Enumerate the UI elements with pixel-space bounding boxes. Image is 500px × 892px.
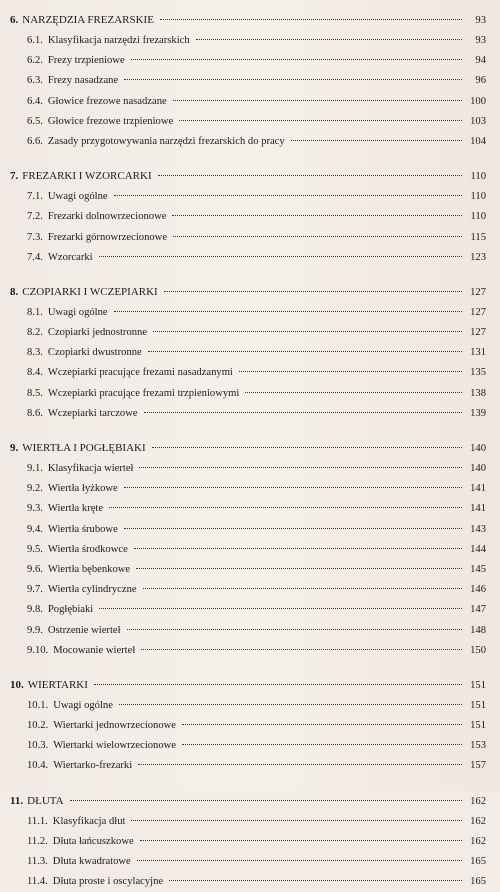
dot-leader — [138, 764, 462, 765]
dot-leader — [291, 140, 462, 141]
entry-number: 8.6. — [27, 407, 43, 419]
chapter-page-number: 93 — [475, 15, 486, 26]
entry-title: Wiertła cylindryczne — [47, 584, 137, 596]
entry-title: Wzorcarki — [47, 251, 93, 263]
entry-number: 9.5. — [27, 543, 43, 555]
toc-entry — [10, 207, 486, 227]
dot-leader — [152, 447, 462, 448]
entry-page-number: 135 — [470, 367, 486, 379]
entry-page-number: 103 — [470, 115, 486, 127]
chapter-heading — [10, 437, 486, 459]
entry-page-number: 131 — [470, 347, 486, 359]
toc-entry — [10, 323, 486, 343]
entry-page-number: 165 — [470, 856, 486, 867]
dot-leader — [245, 392, 462, 393]
entry-title: Wczepiarki pracujące frezami nasadzanymi — [47, 367, 233, 379]
toc-chapter-11 — [10, 790, 486, 892]
entry-number: 10.4. — [27, 760, 49, 772]
entry-page-number: 93 — [475, 35, 486, 46]
chapter-number: 9. — [10, 442, 19, 454]
toc-entry — [10, 112, 486, 132]
chapter-number: 10. — [10, 678, 24, 691]
chapter-number: 11. — [10, 794, 24, 807]
entry-number: 7.2. — [27, 211, 43, 223]
dot-leader — [182, 744, 462, 745]
toc-entry — [10, 187, 486, 207]
dot-leader — [148, 351, 462, 352]
entry-title: Dłuta kwadratowe — [52, 856, 131, 867]
entry-page-number: 153 — [470, 740, 486, 752]
entry-page-number: 151 — [470, 720, 486, 732]
chapter-heading — [10, 674, 486, 696]
entry-page-number: 157 — [470, 760, 486, 772]
entry-page-number: 123 — [470, 251, 486, 263]
chapter-page-number: 127 — [470, 286, 486, 298]
entry-number: 10.1. — [27, 699, 49, 711]
entry-title: Frezarki górnowrzecionowe — [47, 231, 168, 243]
dot-leader — [127, 629, 462, 630]
entry-title: Frezy nasadzane — [47, 75, 119, 87]
entry-number: 9.10. — [27, 644, 49, 656]
dot-leader — [160, 19, 462, 20]
toc-entry — [10, 92, 486, 112]
entry-number: 7.4. — [27, 251, 43, 263]
entry-page-number: 162 — [470, 835, 486, 847]
entry-number: 8.4. — [27, 367, 43, 379]
dot-leader — [131, 59, 462, 60]
entry-number: 6.6. — [27, 135, 43, 147]
entry-title: Uwagi ogólne — [47, 191, 108, 203]
chapter-heading — [10, 281, 486, 303]
dot-leader — [139, 467, 462, 468]
entry-title: Wczepiarki tarczowe — [47, 407, 138, 419]
entry-title: Głowice frezowe nasadzane — [47, 95, 167, 107]
entry-number: 6.2. — [27, 55, 43, 67]
entry-page-number: 115 — [470, 231, 486, 243]
dot-leader — [173, 100, 462, 101]
dot-leader — [119, 704, 462, 705]
chapter-page-number: 162 — [470, 795, 486, 807]
dot-leader — [164, 291, 462, 292]
entry-page-number: 148 — [470, 624, 486, 636]
dot-leader — [141, 649, 462, 650]
entry-number: 11.4. — [27, 876, 48, 888]
entry-page-number: 110 — [470, 211, 486, 223]
dot-leader — [114, 195, 462, 196]
entry-page-number: 141 — [470, 483, 486, 495]
toc-chapter-7 — [10, 165, 486, 268]
dot-leader — [182, 724, 462, 725]
entry-number: 11.2. — [27, 835, 48, 847]
dot-leader — [124, 528, 462, 529]
entry-page-number: 100 — [470, 95, 486, 107]
dot-leader — [143, 588, 462, 589]
entry-number: 11.3. — [27, 856, 48, 867]
entry-number: 10.3. — [27, 740, 49, 752]
toc-entry — [10, 716, 486, 736]
entry-number: 10.2. — [27, 720, 49, 732]
toc-entry — [10, 71, 486, 91]
toc-entry — [10, 51, 486, 71]
chapter-number: 6. — [10, 14, 19, 26]
entry-number: 11.1. — [27, 815, 48, 827]
toc-entry — [10, 499, 486, 519]
entry-number: 8.1. — [27, 306, 43, 318]
dot-leader — [124, 79, 462, 80]
entry-title: Wiertła bębenkowe — [47, 563, 131, 575]
toc-chapter-10 — [10, 674, 486, 777]
toc-entry — [10, 580, 486, 600]
chapter-heading — [10, 790, 486, 812]
chapter-title: WIERTŁA I POGŁĘBIAKI — [22, 442, 146, 454]
entry-title: Dłuta łańcuszkowe — [52, 835, 134, 847]
entry-number: 8.3. — [27, 347, 43, 359]
toc-entry — [10, 600, 486, 620]
entry-page-number: 162 — [470, 815, 486, 827]
dot-leader — [124, 487, 462, 488]
entry-title: Wiertarko-frezarki — [53, 760, 133, 772]
toc-chapter-6 — [10, 9, 486, 152]
dot-leader — [169, 880, 462, 881]
entry-number: 9.1. — [27, 463, 43, 474]
dot-leader — [140, 840, 462, 841]
dot-leader — [137, 860, 462, 861]
entry-number: 9.8. — [27, 604, 43, 616]
entry-page-number: 150 — [470, 644, 486, 656]
entry-number: 9.7. — [27, 584, 43, 596]
dot-leader — [158, 175, 462, 176]
entry-number: 6.3. — [27, 75, 43, 87]
entry-page-number: 146 — [470, 584, 486, 596]
entry-page-number: 140 — [470, 463, 486, 474]
dot-leader — [173, 236, 462, 237]
entry-page-number: 145 — [470, 563, 486, 575]
dot-leader — [109, 507, 462, 508]
dot-leader — [239, 371, 462, 372]
entry-number: 9.6. — [27, 563, 43, 575]
chapter-page-number: 110 — [470, 171, 486, 183]
chapter-title: CZOPIARKI I WCZEPIARKI — [22, 285, 158, 298]
dot-leader — [131, 820, 462, 821]
entry-page-number: 141 — [470, 503, 486, 515]
toc-entry — [10, 479, 486, 499]
entry-title: Wiertła kręte — [47, 503, 104, 515]
toc-chapter-9 — [10, 437, 486, 661]
entry-page-number: 96 — [475, 75, 486, 87]
entry-title: Mocowanie wierteł — [53, 644, 136, 656]
entry-page-number: 144 — [470, 543, 486, 555]
entry-number: 6.5. — [27, 115, 43, 127]
entry-title: Ostrzenie wierteł — [47, 624, 121, 636]
entry-title: Głowice frezowe trzpieniowe — [47, 115, 174, 127]
toc-entry — [10, 832, 486, 852]
toc-entry — [10, 384, 486, 404]
entry-title: Dłuta proste i oscylacyjne — [52, 876, 164, 888]
dot-leader — [196, 39, 462, 40]
entry-title: Wiertła śrubowe — [47, 523, 118, 535]
toc-entry — [10, 641, 486, 661]
entry-page-number: 104 — [470, 135, 486, 147]
entry-number: 8.5. — [27, 387, 43, 399]
entry-title: Zasady przygotowywania narzędzi frezarskich do pracy — [47, 135, 285, 147]
toc-entry — [10, 132, 486, 152]
chapter-heading — [10, 165, 486, 187]
entry-title: Wiertarki wielowrzecionowe — [53, 740, 177, 752]
toc-entry — [10, 696, 486, 716]
entry-number: 9.3. — [27, 503, 43, 515]
entry-title: Wiertarki jednowrzecionowe — [53, 720, 177, 732]
dot-leader — [99, 256, 462, 257]
toc-entry — [10, 736, 486, 756]
chapter-title: DŁUTA — [27, 794, 64, 807]
toc-entry — [10, 621, 486, 641]
entry-title: Wczepiarki pracujące frezami trzpieniowymi — [47, 387, 240, 399]
dot-leader — [114, 311, 462, 312]
entry-number: 7.3. — [27, 231, 43, 243]
toc-entry — [10, 31, 486, 51]
entry-page-number: 94 — [475, 55, 486, 67]
entry-title: Wiertła środkowce — [47, 543, 128, 555]
entry-number: 7.1. — [27, 191, 43, 203]
entry-title: Klasyfikacja narzędzi frezarskich — [47, 35, 190, 46]
dot-leader — [94, 684, 462, 685]
dot-leader — [70, 800, 462, 801]
toc-entry — [10, 872, 486, 892]
entry-title: Frezy trzpieniowe — [47, 55, 125, 67]
entry-number: 9.9. — [27, 624, 43, 636]
toc-entry — [10, 363, 486, 383]
toc-entry — [10, 343, 486, 363]
entry-title: Czopiarki dwustronne — [47, 347, 142, 359]
toc-entry — [10, 852, 486, 872]
entry-page-number: 127 — [470, 306, 486, 318]
dot-leader — [99, 608, 462, 609]
entry-number: 6.4. — [27, 95, 43, 107]
chapter-number: 8. — [10, 285, 19, 298]
entry-title: Uwagi ogólne — [47, 306, 108, 318]
dot-leader — [144, 412, 462, 413]
entry-title: Uwagi ogólne — [53, 699, 113, 711]
toc-entry — [10, 459, 486, 479]
toc-entry — [10, 756, 486, 776]
entry-title: Czopiarki jednostronne — [47, 327, 148, 339]
chapter-page-number: 140 — [470, 443, 486, 454]
entry-title: Klasyfikacja dłut — [52, 815, 126, 827]
entry-page-number: 143 — [470, 523, 486, 535]
chapter-heading — [10, 9, 486, 31]
chapter-number: 7. — [10, 170, 19, 183]
toc-chapter-8 — [10, 281, 486, 424]
entry-number: 9.4. — [27, 523, 43, 535]
entry-page-number: 151 — [470, 699, 486, 711]
toc-entry — [10, 520, 486, 540]
entry-page-number: 165 — [470, 876, 486, 888]
dot-leader — [179, 120, 462, 121]
toc-entry — [10, 540, 486, 560]
toc-entry — [10, 228, 486, 248]
entry-page-number: 127 — [470, 327, 486, 339]
entry-page-number: 138 — [470, 387, 486, 399]
entry-number: 8.2. — [27, 327, 43, 339]
dot-leader — [172, 215, 462, 216]
entry-title: Wiertła łyżkowe — [47, 483, 118, 495]
entry-title: Frezarki dolnowrzecionowe — [47, 211, 167, 223]
entry-page-number: 139 — [470, 407, 486, 419]
toc-entry — [10, 248, 486, 268]
dot-leader — [136, 568, 462, 569]
entry-page-number: 110 — [470, 191, 486, 203]
entry-number: 6.1. — [27, 35, 43, 46]
toc-entry — [10, 560, 486, 580]
toc-entry — [10, 812, 486, 832]
dot-leader — [134, 548, 462, 549]
entry-number: 9.2. — [27, 483, 43, 495]
entry-title: Pogłębiaki — [47, 604, 94, 616]
toc-entry — [10, 404, 486, 424]
toc-entry — [10, 303, 486, 323]
entry-title: Klasyfikacja wierteł — [47, 463, 134, 474]
entry-page-number: 147 — [470, 604, 486, 616]
chapter-title: WIERTARKI — [27, 678, 88, 691]
dot-leader — [153, 331, 462, 332]
chapter-page-number: 151 — [470, 679, 486, 691]
chapter-title: NARZĘDZIA FREZARSKIE — [22, 14, 154, 26]
chapter-title: FREZARKI I WZORCARKI — [22, 170, 152, 183]
